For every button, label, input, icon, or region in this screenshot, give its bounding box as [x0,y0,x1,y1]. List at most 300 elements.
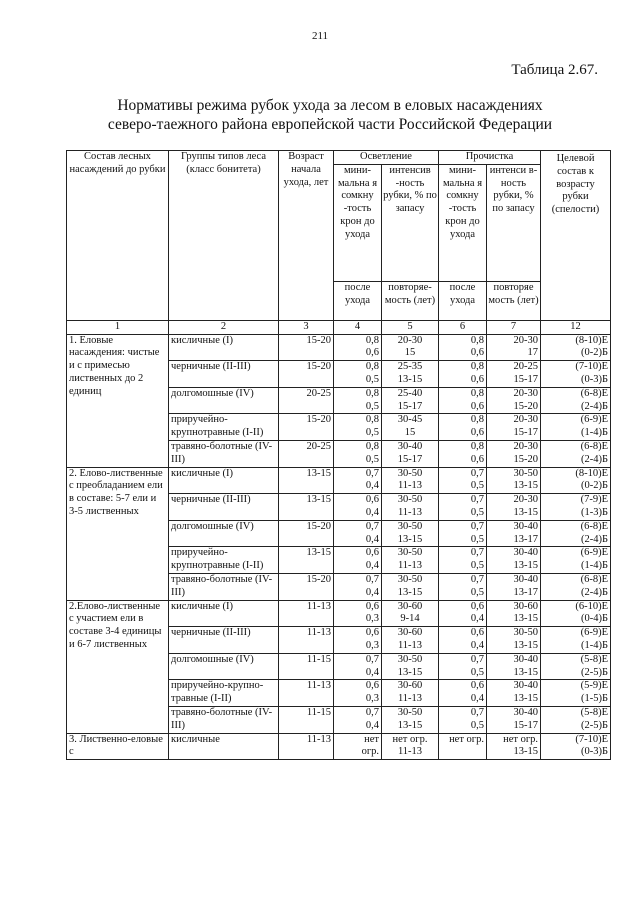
density-cell [334,627,382,654]
pr-density-cell [439,653,487,680]
forest-type-cell: травяно-болотные (IV-III) [169,440,279,467]
start-age-cell: 11-13 [279,600,334,627]
table-row [67,600,611,627]
cell-line: 0,7 [365,706,379,718]
pr-intensity-cell [487,467,541,494]
start-age-cell: 15-20 [279,520,334,547]
header-repeat-pr: повторяе мость (лет) [487,281,541,320]
colnum-1: 1 [67,320,169,334]
cell-line: (8-10)Е [575,334,609,346]
header-intensity-pr: интенси в-ность рубки, % по запасу [487,164,541,281]
table-title [60,96,600,134]
cell-line: 15-20 [513,400,539,412]
forest-type-cell: травяно-болотные (IV-III) [169,706,279,733]
intensity-cell [382,467,439,494]
pr-density-cell [439,387,487,414]
colnum-3: 3 [279,320,334,334]
cell-line: 30-60 [397,627,423,639]
cell-line: 0,6 [470,600,484,612]
cell-line: 0,4 [365,480,379,492]
pr-intensity-cell [487,440,541,467]
cell-line: 13-15 [513,560,539,572]
composition-cell: 2. Елово-лиственные с преобладанием ели в составе: 5-7 ели и 3-5 лиственных [67,467,169,600]
cell-line: 0,7 [365,653,379,665]
density-cell [334,547,382,574]
title-line-2: северо-таежного района европейской части Российской Федерации [107,116,553,133]
cell-line: 20-30 [513,387,539,399]
start-age-cell: 15-20 [279,414,334,441]
cell-line: 30-50 [397,653,423,665]
header-prochistka: Прочистка [439,151,541,165]
pr-intensity-cell [487,494,541,521]
pr-density-cell [439,706,487,733]
cell-line: 0,5 [365,373,379,385]
start-age-cell: 11-13 [279,733,334,760]
cell-line: нет [364,733,379,745]
cell-line: 15-17 [397,453,423,465]
title-line-1: Нормативы режима рубок ухода за лесом в еловых насаждениях [117,97,543,114]
cell-line: 13-15 [513,480,539,492]
norms-table [66,150,611,760]
forest-type-cell: приручейно-крупнотравные (I-II) [169,414,279,441]
cell-line: 0,8 [365,361,379,373]
cell-line: (7-9)Е [580,494,609,506]
cell-line: (6-10)Е [575,600,609,612]
pr-intensity-cell [487,547,541,574]
intensity-cell [382,334,439,361]
forest-type-cell: приручейно-крупнотравные (I-II) [169,547,279,574]
cell-line: 0,6 [470,680,484,692]
cell-line: нет огр. [392,733,428,745]
start-age-cell: 15-20 [279,361,334,388]
pr-intensity-cell [487,706,541,733]
density-cell [334,600,382,627]
cell-line: 13-15 [513,693,539,705]
cell-line: 0,5 [470,480,484,492]
pr-density-cell [439,467,487,494]
target-cell [541,334,611,361]
cell-line: 13-15 [513,639,539,651]
cell-line: (5-8)Е [580,653,609,665]
cell-line: 0,6 [365,627,379,639]
cell-line: 13-17 [513,586,539,598]
target-cell [541,414,611,441]
start-age-cell: 11-15 [279,706,334,733]
forest-type-cell: черничные (II-III) [169,494,279,521]
pr-intensity-cell [487,387,541,414]
cell-line: 0,6 [365,547,379,559]
forest-type-cell: кисличные (I) [169,334,279,361]
cell-line: 15-17 [513,373,539,385]
pr-density-cell [439,680,487,707]
cell-line: (2-5)Б [580,666,609,678]
pr-intensity-cell [487,653,541,680]
target-cell [541,573,611,600]
density-cell [334,573,382,600]
intensity-cell [382,733,439,760]
cell-line [441,746,484,759]
cell-line: 30-40 [513,547,539,559]
table-row [67,334,611,361]
colnum-6: 6 [439,320,487,334]
start-age-cell: 15-20 [279,573,334,600]
cell-line: 0,8 [470,387,484,399]
cell-line: (1-4)Б [580,427,609,439]
cell-line: 20-30 [513,440,539,452]
start-age-cell: 20-25 [279,440,334,467]
cell-line: 30-50 [397,706,423,718]
forest-type-cell: кисличные [169,733,279,760]
intensity-cell [382,706,439,733]
cell-line: 15-20 [513,453,539,465]
cell-line: 13-15 [397,666,423,678]
start-age-cell: 15-20 [279,334,334,361]
cell-line: 0,4 [365,586,379,598]
page-number: 211 [311,30,329,42]
table-label: Таблица 2.67. [511,62,598,78]
colnum-2: 2 [169,320,279,334]
cell-line: 0,5 [470,560,484,572]
pr-intensity-cell [487,414,541,441]
cell-line: (1-4)Б [580,639,609,651]
cell-line: 0,6 [470,427,484,439]
cell-line: (7-10)Е [575,361,609,373]
target-cell [541,733,611,760]
cell-line: 30-50 [397,467,423,479]
cell-line: 0,5 [470,533,484,545]
cell-line: 0,8 [365,334,379,346]
cell-line: (5-9)Е [580,680,609,692]
colnum-4: 4 [334,320,382,334]
density-cell [334,414,382,441]
pr-density-cell [439,414,487,441]
start-age-cell: 13-15 [279,494,334,521]
table-row [67,467,611,494]
forest-type-cell: черничные (II-III) [169,627,279,654]
cell-line: 9-14 [400,613,420,625]
target-cell [541,467,611,494]
header-after-care-pr: после ухода [439,281,487,320]
cell-line: 0,6 [470,400,484,412]
cell-line: 30-40 [397,440,423,452]
cell-line: 0,7 [470,547,484,559]
cell-line: (5-8)Е [580,706,609,718]
cell-line: 0,7 [470,573,484,585]
target-cell [541,706,611,733]
cell-line: (8-10)Е [575,467,609,479]
cell-line: 30-50 [397,547,423,559]
cell-line: 0,5 [365,427,379,439]
cell-line: 13-15 [513,666,539,678]
pr-density-cell [439,494,487,521]
cell-line: 0,7 [470,494,484,506]
cell-line: 15 [404,427,416,439]
cell-line: 0,3 [365,639,379,651]
header-forest-type: Группы типов леса (класс бонитета) [169,151,279,321]
cell-line: 25-35 [397,361,423,373]
cell-line: (1-5)Б [580,693,609,705]
cell-line: 17 [527,347,539,359]
cell-line: 15-17 [513,427,539,439]
cell-line: 0,8 [470,414,484,426]
cell-line: 0,8 [470,334,484,346]
cell-line: 0,6 [470,627,484,639]
header-min-density-pr: мини-мальна я сомкну -тость крон до ухода [439,164,487,281]
target-cell [541,440,611,467]
cell-line: (2-4)Б [580,453,609,465]
cell-line: 15-17 [397,400,423,412]
cell-line: 30-50 [397,573,423,585]
table-row [67,733,611,760]
intensity-cell [382,520,439,547]
cell-line: 13-15 [513,746,539,758]
target-cell [541,680,611,707]
intensity-cell [382,680,439,707]
cell-line: (0-2)Б [580,347,609,359]
cell-line: 0,6 [365,347,379,359]
intensity-cell [382,387,439,414]
cell-line: 11-13 [397,639,423,651]
cell-line: 0,8 [470,440,484,452]
density-cell [334,440,382,467]
cell-line: (7-10)Е [575,733,609,745]
cell-line: 25-40 [397,387,423,399]
density-cell [334,706,382,733]
cell-line: (2-4)Б [580,400,609,412]
density-cell [334,680,382,707]
pr-intensity-cell [487,520,541,547]
intensity-cell [382,494,439,521]
target-cell [541,547,611,574]
intensity-cell [382,361,439,388]
cell-line: 13-15 [397,533,423,545]
cell-line: 20-25 [513,361,539,373]
cell-line: 0,7 [470,467,484,479]
density-cell [334,467,382,494]
target-cell [541,387,611,414]
cell-line: 30-60 [397,680,423,692]
cell-line: 0,7 [365,573,379,585]
composition-cell: 2.Елово-лиственные с участием ели в составе 3-4 единицы и 6-7 лиственных [67,600,169,733]
cell-line: 0,4 [365,666,379,678]
pr-density-cell [439,440,487,467]
start-age-cell: 11-13 [279,627,334,654]
pr-density-cell [439,627,487,654]
forest-type-cell: долгомошные (IV) [169,653,279,680]
cell-line: 0,6 [365,494,379,506]
cell-line: 0,6 [365,680,379,692]
cell-line: 0,4 [470,613,484,625]
cell-line: 13-15 [513,506,539,518]
target-cell [541,600,611,627]
start-age-cell: 13-15 [279,467,334,494]
cell-line: (1-4)Б [580,560,609,572]
density-cell [334,387,382,414]
cell-line: 0,5 [365,453,379,465]
cell-line: (1-3)Б [580,506,609,518]
target-cell [541,361,611,388]
cell-line: 13-17 [513,533,539,545]
header-osvetlenie: Осветление [334,151,439,165]
intensity-cell [382,627,439,654]
intensity-cell [382,440,439,467]
cell-line: 0,8 [470,361,484,373]
colnum-12: 12 [541,320,611,334]
pr-density-cell [439,334,487,361]
header-target-composition: Целевой состав к возрасту рубки (спелости) [541,151,611,321]
start-age-cell: 11-15 [279,653,334,680]
target-cell [541,627,611,654]
forest-type-cell: травяно-болотные (IV-III) [169,573,279,600]
cell-line: (6-8)Е [580,440,609,452]
start-age-cell: 13-15 [279,547,334,574]
pr-density-cell [439,600,487,627]
density-cell [334,494,382,521]
cell-line: 30-50 [513,467,539,479]
cell-line: 0,5 [470,666,484,678]
cell-line: 0,8 [365,387,379,399]
cell-line: 11-13 [397,746,423,758]
cell-line: 0,4 [365,719,379,731]
pr-density-cell [439,547,487,574]
target-cell [541,520,611,547]
pr-intensity-cell [487,600,541,627]
cell-line: 30-50 [513,627,539,639]
density-cell [334,733,382,760]
cell-line: 30-50 [397,520,423,532]
cell-line: 30-60 [397,600,423,612]
forest-type-cell: долгомошные (IV) [169,520,279,547]
cell-line: 0,5 [470,586,484,598]
start-age-cell: 20-25 [279,387,334,414]
cell-line: 0,7 [365,467,379,479]
cell-line: 30-40 [513,653,539,665]
pr-density-cell [439,520,487,547]
cell-line: 30-50 [397,494,423,506]
pr-density-cell [439,733,487,760]
cell-line: (6-9)Е [580,627,609,639]
cell-line: 30-40 [513,520,539,532]
forest-type-cell: приручейно-крупно-травные (I-II) [169,680,279,707]
cell-line: нет огр. [503,733,539,745]
pr-intensity-cell [487,573,541,600]
cell-line: 13-15 [397,586,423,598]
cell-line: 0,4 [365,506,379,518]
cell-line: (6-9)Е [580,547,609,559]
forest-type-cell: кисличные (I) [169,467,279,494]
cell-line: (2-4)Б [580,533,609,545]
cell-line: 0,4 [470,693,484,705]
target-cell [541,494,611,521]
intensity-cell [382,653,439,680]
cell-line: нет огр. [449,733,484,745]
cell-line: огр. [361,746,379,758]
composition-cell: 3. Лиственно-еловые с [67,733,169,760]
composition-cell: 1. Еловые насаждения: чистые и с примесью лиственных до 2 единиц [67,334,169,467]
cell-line: 0,3 [365,613,379,625]
pr-intensity-cell [487,733,541,760]
cell-line: (0-4)Б [580,613,609,625]
cell-line: 0,7 [470,520,484,532]
cell-line: 0,5 [365,400,379,412]
intensity-cell [382,547,439,574]
target-cell [541,653,611,680]
cell-line: 0,6 [365,600,379,612]
cell-line: 11-13 [397,693,423,705]
cell-line: 13-15 [513,613,539,625]
column-number-row [67,320,611,334]
header-min-density: мини-мальна я сомкну -тость крон до ухода [334,164,382,281]
cell-line: (6-8)Е [580,387,609,399]
cell-line: (2-5)Б [580,719,609,731]
header-row-1 [67,151,611,165]
intensity-cell [382,600,439,627]
pr-intensity-cell [487,627,541,654]
header-start-age: Возраст начала ухода, лет [279,151,334,321]
cell-line: 0,7 [365,520,379,532]
colnum-7: 7 [487,320,541,334]
cell-line: 30-45 [397,414,423,426]
density-cell [334,653,382,680]
header-composition: Состав лесных насаждений до рубки [67,151,169,321]
cell-line: 11-13 [397,480,423,492]
cell-line: (6-8)Е [580,520,609,532]
cell-line: 0,5 [470,719,484,731]
density-cell [334,334,382,361]
cell-line: (0-2)Б [580,480,609,492]
cell-line: (2-4)Б [580,586,609,598]
pr-density-cell [439,361,487,388]
pr-intensity-cell [487,334,541,361]
cell-line: 0,3 [365,693,379,705]
forest-type-cell: кисличные (I) [169,600,279,627]
pr-intensity-cell [487,361,541,388]
cell-line: 20-30 [513,494,539,506]
cell-line: 30-40 [513,573,539,585]
cell-line: (0-3)Б [580,746,609,758]
cell-line: 0,8 [365,414,379,426]
header-intensity: интенсив -ность рубки, % по запасу [382,164,439,281]
cell-line: 20-30 [513,414,539,426]
cell-line: 11-13 [397,560,423,572]
cell-line: 13-15 [397,719,423,731]
forest-type-cell: черничные (II-III) [169,361,279,388]
cell-line: 0,6 [470,373,484,385]
cell-line: 0,7 [470,653,484,665]
cell-line: 20-30 [397,334,423,346]
header-after-care: после ухода [334,281,382,320]
cell-line: 30-40 [513,706,539,718]
cell-line: 30-60 [513,600,539,612]
cell-line: 13-15 [397,373,423,385]
intensity-cell [382,414,439,441]
cell-line: 0,6 [470,453,484,465]
cell-line: 0,4 [365,533,379,545]
intensity-cell [382,573,439,600]
density-cell [334,361,382,388]
cell-line: 0,5 [470,506,484,518]
cell-line: 0,7 [470,706,484,718]
cell-line: (6-9)Е [580,414,609,426]
cell-line: 0,8 [365,440,379,452]
cell-line: 20-30 [513,334,539,346]
cell-line: 0,4 [470,639,484,651]
cell-line: 15 [404,347,416,359]
cell-line: 15-17 [513,719,539,731]
header-repeat: повторяе-мость (лет) [382,281,439,320]
pr-intensity-cell [487,680,541,707]
pr-density-cell [439,573,487,600]
